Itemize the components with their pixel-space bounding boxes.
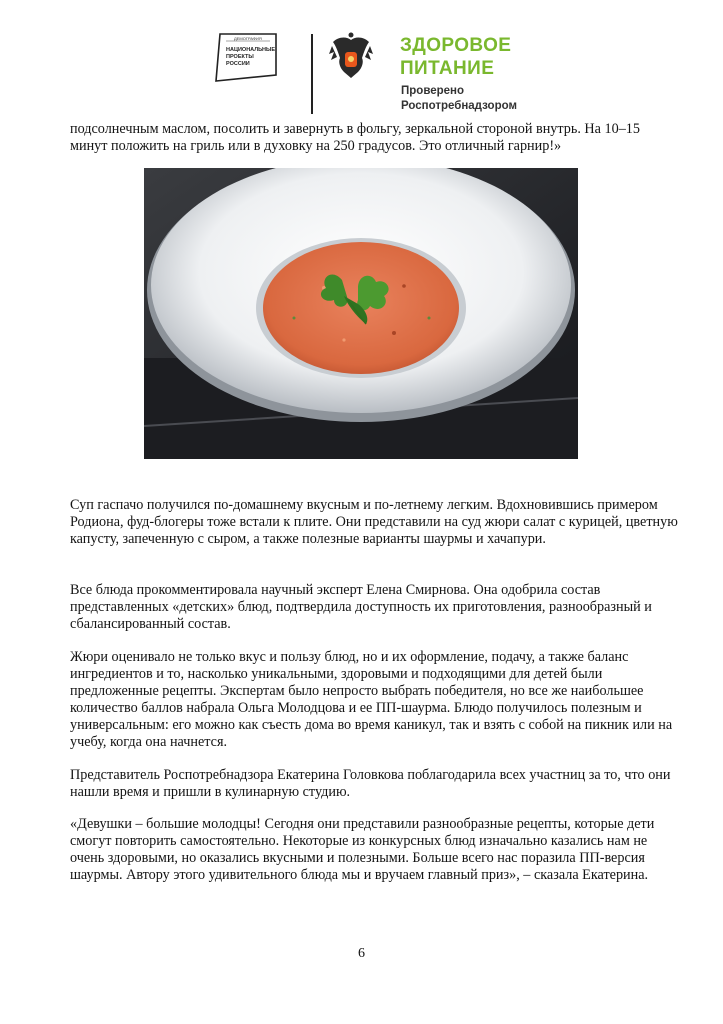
program-title xyxy=(400,34,511,80)
paragraph-expert: Все блюда прокомментировала научный эксперт Елена Смирнова. Она одобрила состав представленных «детских» блюд, подтвердила доступность их приготовления, разнообразный и сбалансированный состав. xyxy=(70,582,652,632)
np-logo-line-1: НАЦИОНАЛЬНЫЕ xyxy=(226,47,276,53)
np-logo-line-3: РОССИИ xyxy=(226,61,250,67)
np-logo-line-2: ПРОЕКТЫ xyxy=(226,54,254,60)
program-subtitle xyxy=(401,84,517,114)
paragraph-jury: Жюри оценивало не только вкус и пользу блюд, но и их оформление, подачу, а также баланс ингредиентов и то, насколько уникальными, здоровыми и подходящими для детей были предложенные рецепты. Экспертам было непросто выбрать победителя, но все же наибольшее количество баллов набрала Ольга Молодцова и ее ПП-шаурма. Блюдо получилось полезным и универсальным: его можно как съесть дома во время каникул, так и взять с собой на пикник или на учебу, когда она начнется. xyxy=(70,649,673,750)
page-number: 6 xyxy=(358,946,365,961)
paragraph-representative: Представитель Роспотребнадзора Екатерина Головкова поблагодарила всех участниц за то, что они нашли время и пришли в кулинарную студию. xyxy=(70,767,671,800)
gazpacho-soup-photo xyxy=(144,168,578,459)
page-header xyxy=(0,0,723,120)
np-logo-line-0: ДЕМОГРАФИЯ xyxy=(234,36,262,41)
program-title-line2: ПИТАНИЕ xyxy=(400,58,495,79)
program-title-line1: ЗДОРОВОЕ xyxy=(400,35,512,56)
paragraph-continuation: подсолнечным маслом, посолить и завернуть в фольгу, зеркальной стороной внутрь. На 10–15 минут положить на гриль или в духовку на 250 градусов. Это отличный гарнир!» xyxy=(70,121,640,154)
paragraph-gazpacho: Суп гаспачо получился по-домашнему вкусным и по-летнему легким. Вдохновившись примером Родиона, фуд-блогеры тоже встали к плите. Они представили на суд жюри салат с курицей, цветную капусту, запеченную с сыром, а также полезные варианты шаурмы и хачапури. xyxy=(70,497,678,547)
header-divider xyxy=(311,34,313,114)
program-subtitle-line1: Проверено xyxy=(401,85,465,97)
double-headed-eagle-icon xyxy=(328,32,374,82)
program-subtitle-line2: Роспотребнадзором xyxy=(401,100,517,112)
national-projects-logo xyxy=(214,31,278,83)
paragraph-quote: «Девушки – большие молодцы! Сегодня они представили разнообразные рецепты, которые дети смогут повторить самостоятельно. Некоторые из конкурсных блюд изначально казались нам не очень здоровыми, но оказались вкусными и полезными. Больше всего нас поразила ПП-версия шаурмы. Автору этого удивительного блюда мы и вручаем главный приз», – сказала Екатерина. xyxy=(70,816,655,883)
